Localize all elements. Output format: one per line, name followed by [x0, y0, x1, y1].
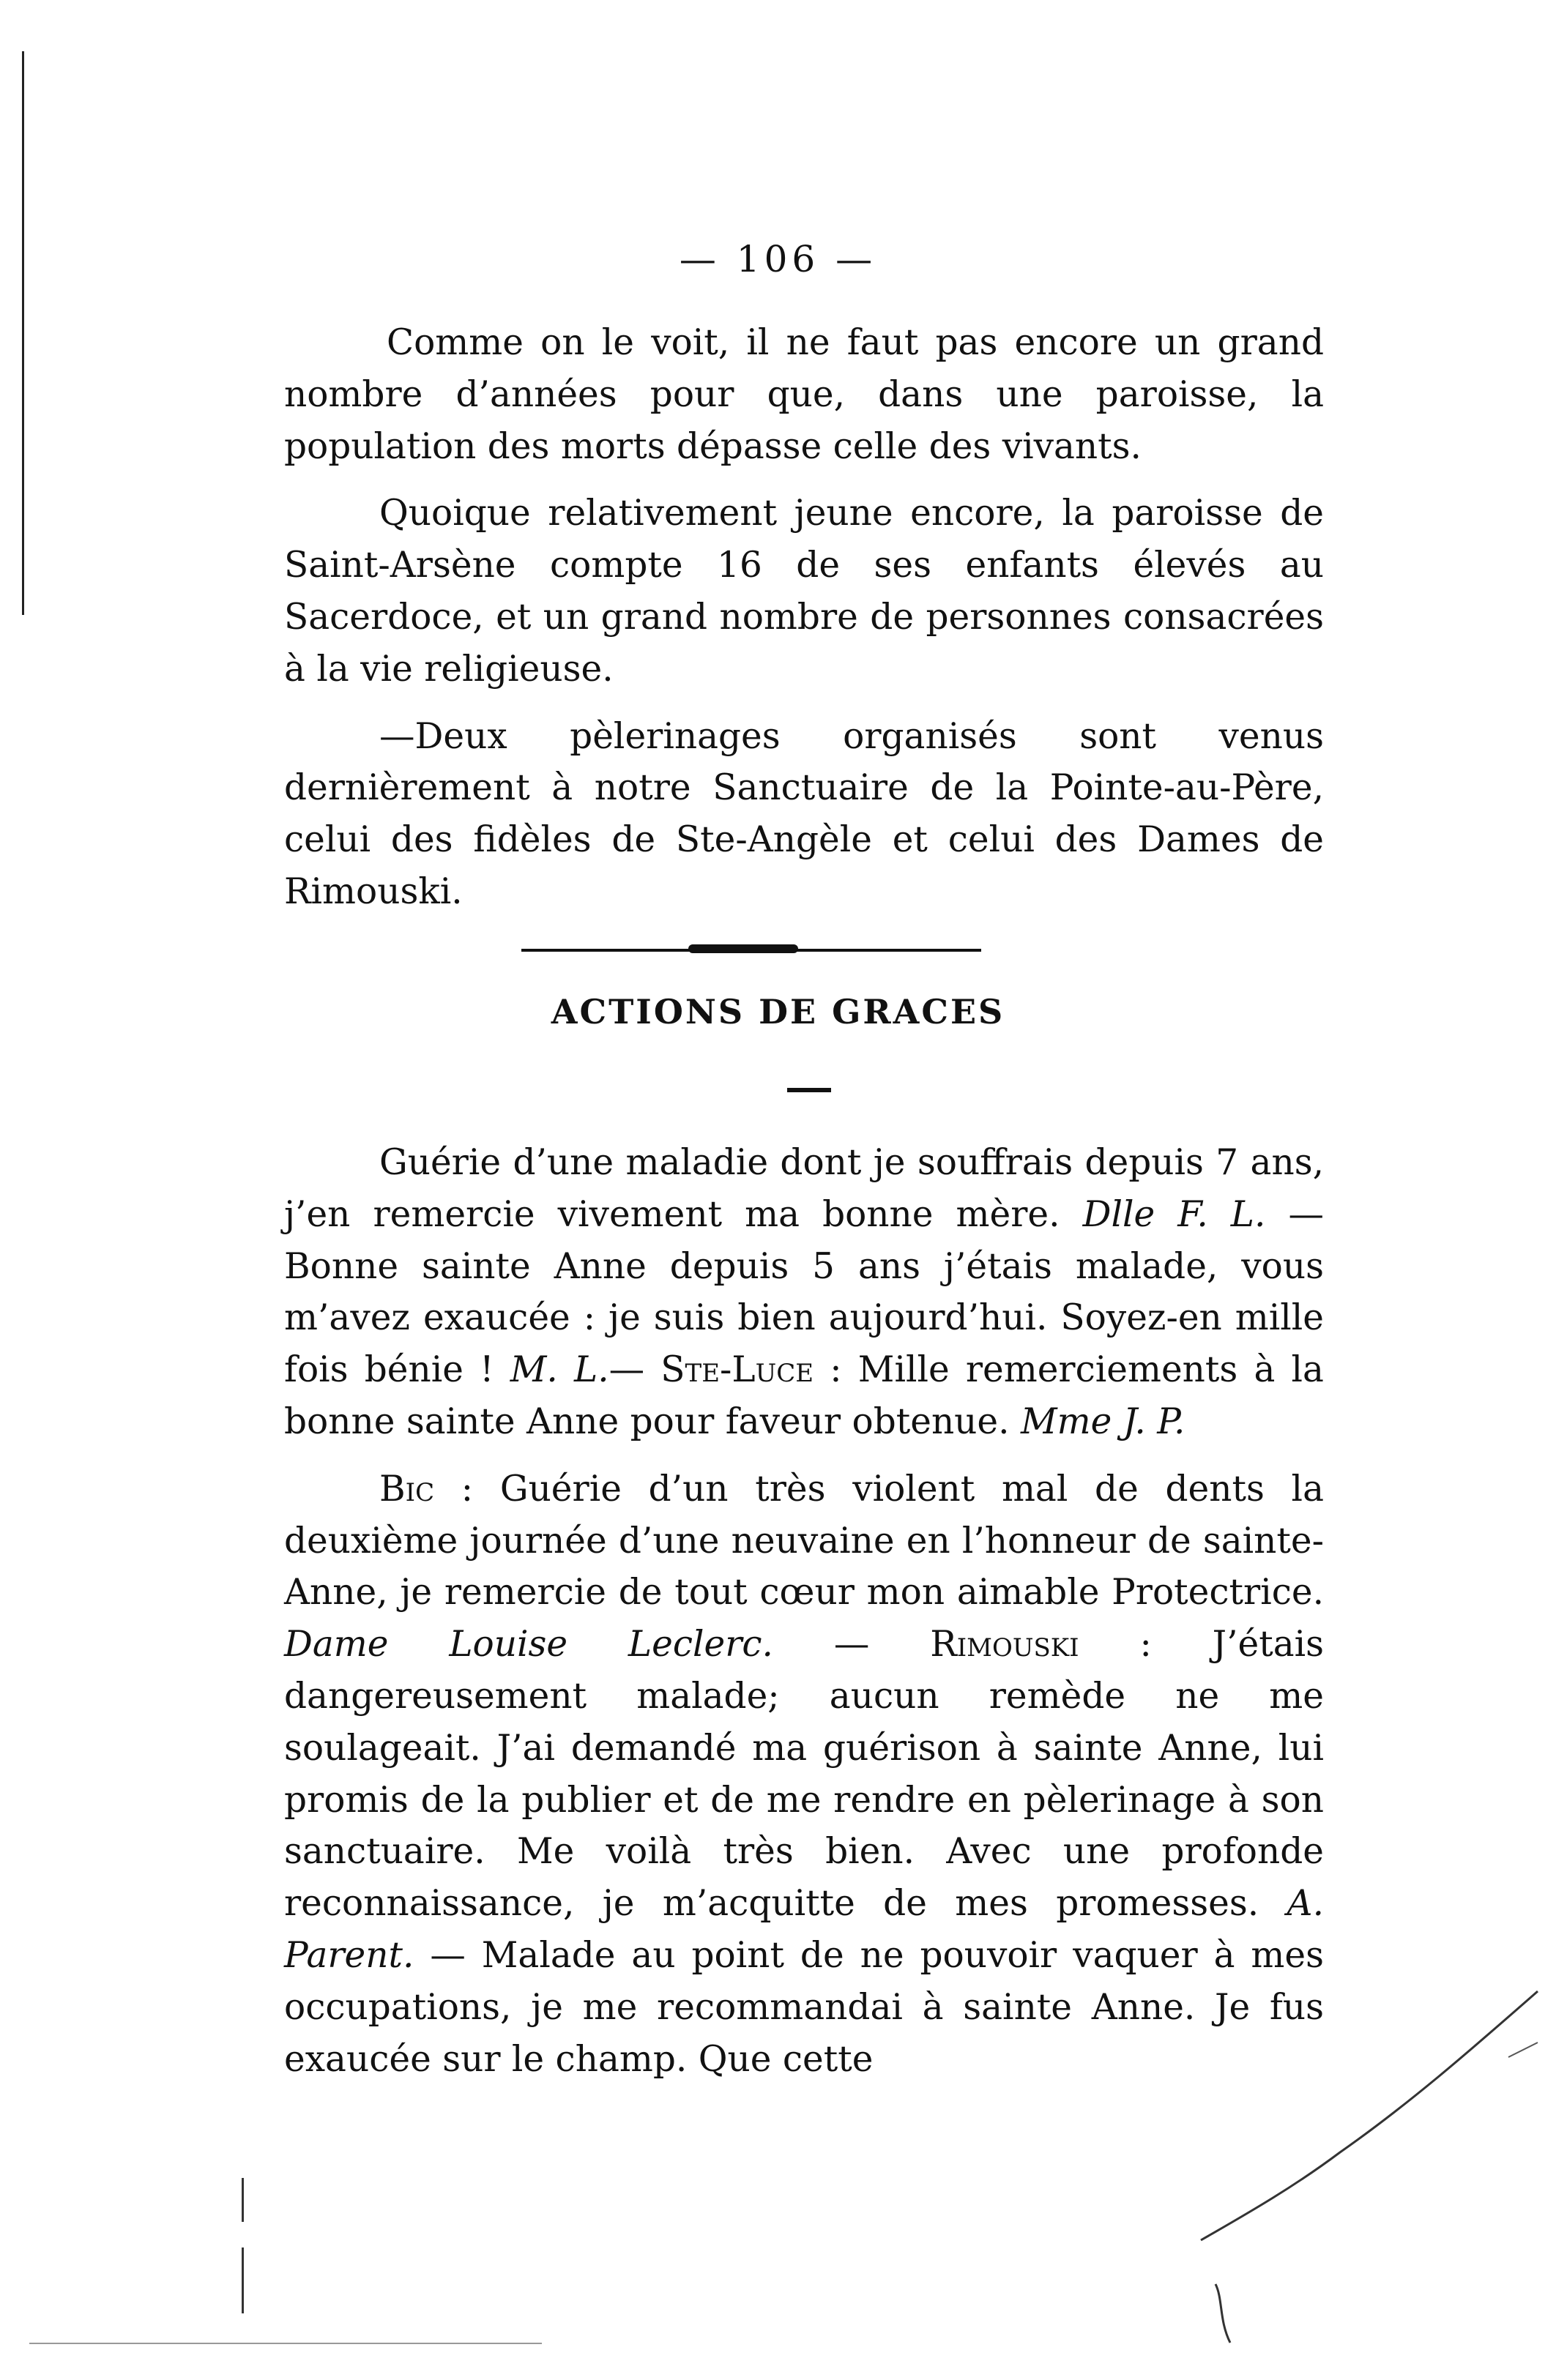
text-run: : J’étais dangereusement malade; aucun remède ne me soulageait. J’ai demandé ma guérison à sainte Anne, lui promis de la publier et de me rendre en pèlerinage à son sanctuaire. Me voilà très bien. Avec une profonde reconnaissance, je m’acquitte de mes promesses. — [284, 1624, 1325, 1925]
scan-margin-line — [22, 51, 24, 615]
text-run: — Bonne sainte Anne depuis 5 ans j’étais malade, vous m’avez exaucée : je suis bien aujourd’hui. Soyez-en mille fois bénie ! — [284, 1193, 1324, 1391]
intro-text — [284, 317, 1324, 918]
text-run: — — [773, 1624, 931, 1665]
place-name: Rimouski — [930, 1624, 1079, 1665]
page-number: — 106 — — [679, 238, 877, 280]
scan-artifact-mark — [242, 2178, 244, 2222]
scan-artifact-strokes — [1172, 1977, 1552, 2357]
text-run: Guérie d’une maladie dont je souffrais depuis 7 ans, j’en remercie vivement ma bonne mère. — [284, 1142, 1324, 1235]
section-title: ACTIONS DE GRACES — [551, 992, 1005, 1032]
text-run: — — [608, 1349, 661, 1391]
scan-artifact-mark — [242, 2247, 244, 2313]
section-text — [284, 1137, 1324, 2085]
signature: Dame Louise Leclerc. — [284, 1624, 773, 1665]
signature: Mme J. P. — [1020, 1400, 1185, 1442]
scan-artifact-mark — [29, 2343, 542, 2344]
intro-paragraph-3: —Deux pèlerinages organisés sont venus dernièrement à notre Sanctuaire de la Pointe-au-Père, celui des fidèles de Ste-Angèle et celui des Dames de Rimouski. — [284, 715, 1324, 912]
section-divider-ornament — [688, 944, 798, 953]
thanks-paragraph-1 — [284, 1137, 1324, 1448]
intro-paragraph-1: Comme on le voit, il ne faut pas encore un grand nombre d’années pour que, dans une paroisse, la population des morts dépasse celle des vivants. — [284, 322, 1324, 467]
signature: Dlle F. L. — [1082, 1193, 1266, 1235]
intro-paragraph-2: Quoique relativement jeune encore, la paroisse de Saint-Arsène compte 16 de ses enfants élevés au Sacerdoce, et un grand nombre de personnes consacrées à la vie religieuse. — [284, 493, 1324, 690]
title-dash — [787, 1088, 831, 1092]
text-run: — Malade au point de ne pouvoir vaquer à mes occupations, je me recommandai à sainte Anne. Je fus exaucée sur le champ. Que cette — [284, 1934, 1324, 2080]
text-run: : Mille remerciements à la bonne sainte Anne pour faveur obtenue. — [284, 1349, 1324, 1442]
place-name: Ste-Luce — [660, 1349, 814, 1391]
text-run: : Guérie d’un très violent mal de dents la deuxième journée d’une neuvaine en l’honneur de sainte-Anne, je remercie de tout cœur mon aimable Protectrice. — [284, 1468, 1324, 1614]
thanks-paragraph-2 — [284, 1463, 1324, 2086]
place-name: Bic — [379, 1468, 435, 1510]
signature: A. Parent. — [284, 1883, 1324, 1976]
signature: M. L. — [510, 1349, 609, 1391]
